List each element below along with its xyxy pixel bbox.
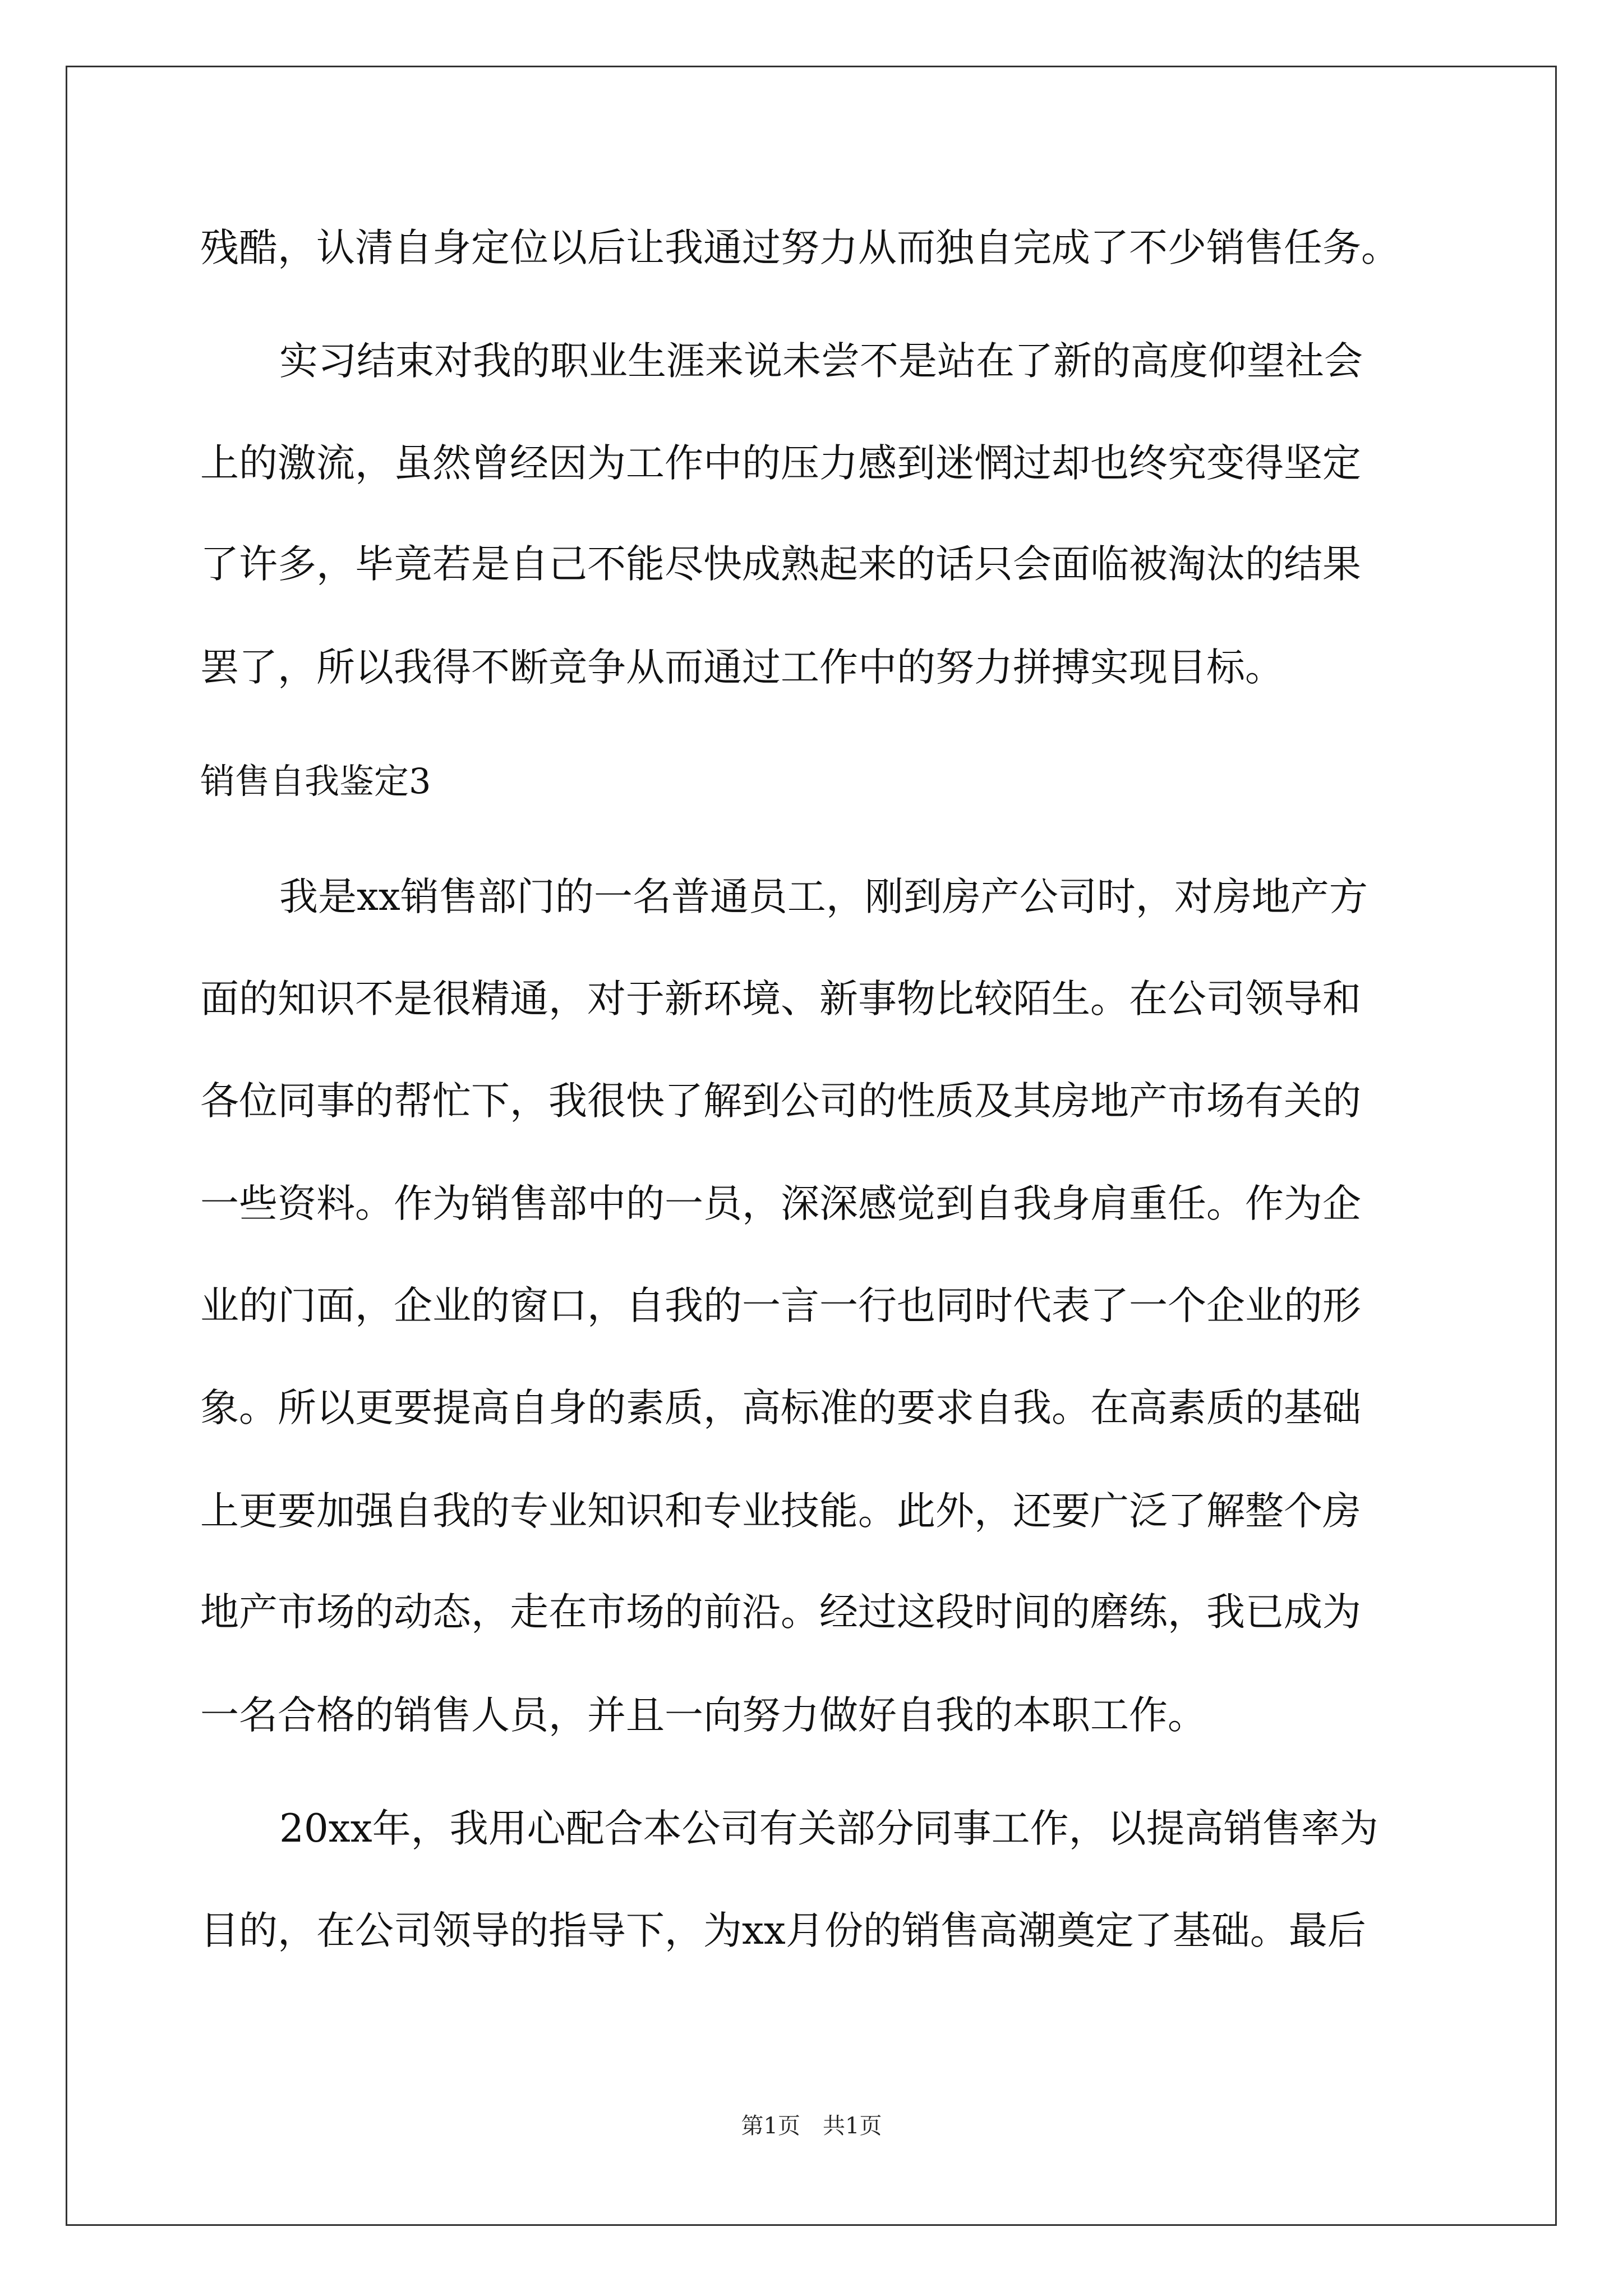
body-text-line: 一些资料。作为销售部中的一员，深深感觉到自我身肩重任。作为企 bbox=[200, 1181, 1361, 1226]
paragraph-first-line: 我是xx销售部门的一名普通员工，刚到房产公司时，对房地产方 bbox=[279, 875, 1368, 919]
paragraph-first-line: 20xx年，我用心配合本公司有关部分同事工作，以提高销售率为 bbox=[279, 1806, 1378, 1851]
body-text-line: 面的知识不是很精通，对于新环境、新事物比较陌生。在公司领导和 bbox=[200, 977, 1361, 1022]
section-heading: 销售自我鉴定3 bbox=[200, 761, 431, 802]
body-text-line: 地产市场的动态，走在市场的前沿。经过这段时间的磨练，我已成为 bbox=[200, 1590, 1361, 1635]
body-text-line: 上更要加强自我的专业知识和专业技能。此外，还要广泛了解整个房 bbox=[200, 1489, 1361, 1534]
page-border bbox=[66, 66, 1557, 2226]
body-text-line: 罢了，所以我得不断竞争从而通过工作中的努力拼搏实现目标。 bbox=[200, 645, 1284, 690]
body-text-line: 了许多，毕竟若是自己不能尽快成熟起来的话只会面临被淘汰的结果 bbox=[200, 542, 1361, 587]
body-text-line: 各位同事的帮忙下，我很快了解到公司的性质及其房地产市场有关的 bbox=[200, 1079, 1361, 1124]
paragraph-first-line: 实习结束对我的职业生涯来说未尝不是站在了新的高度仰望社会 bbox=[279, 339, 1363, 384]
body-text-line: 象。所以更要提高自身的素质，高标准的要求自我。在高素质的基础 bbox=[200, 1386, 1361, 1430]
body-text-line: 残酷，认清自身定位以后让我通过努力从而独自完成了不少销售任务。 bbox=[200, 226, 1400, 270]
page-number-footer: 第1页 共1页 bbox=[741, 2113, 882, 2139]
body-text-line: 目的，在公司领导的指导下，为xx月份的销售高潮奠定了基础。最后 bbox=[200, 1908, 1366, 1953]
body-text-line: 一名合格的销售人员，并且一向努力做好自我的本职工作。 bbox=[200, 1693, 1206, 1738]
body-text-line: 业的门面，企业的窗口，自我的一言一行也同时代表了一个企业的形 bbox=[200, 1283, 1361, 1328]
body-text-line: 上的激流，虽然曾经因为工作中的压力感到迷惘过却也终究变得坚定 bbox=[200, 441, 1361, 486]
